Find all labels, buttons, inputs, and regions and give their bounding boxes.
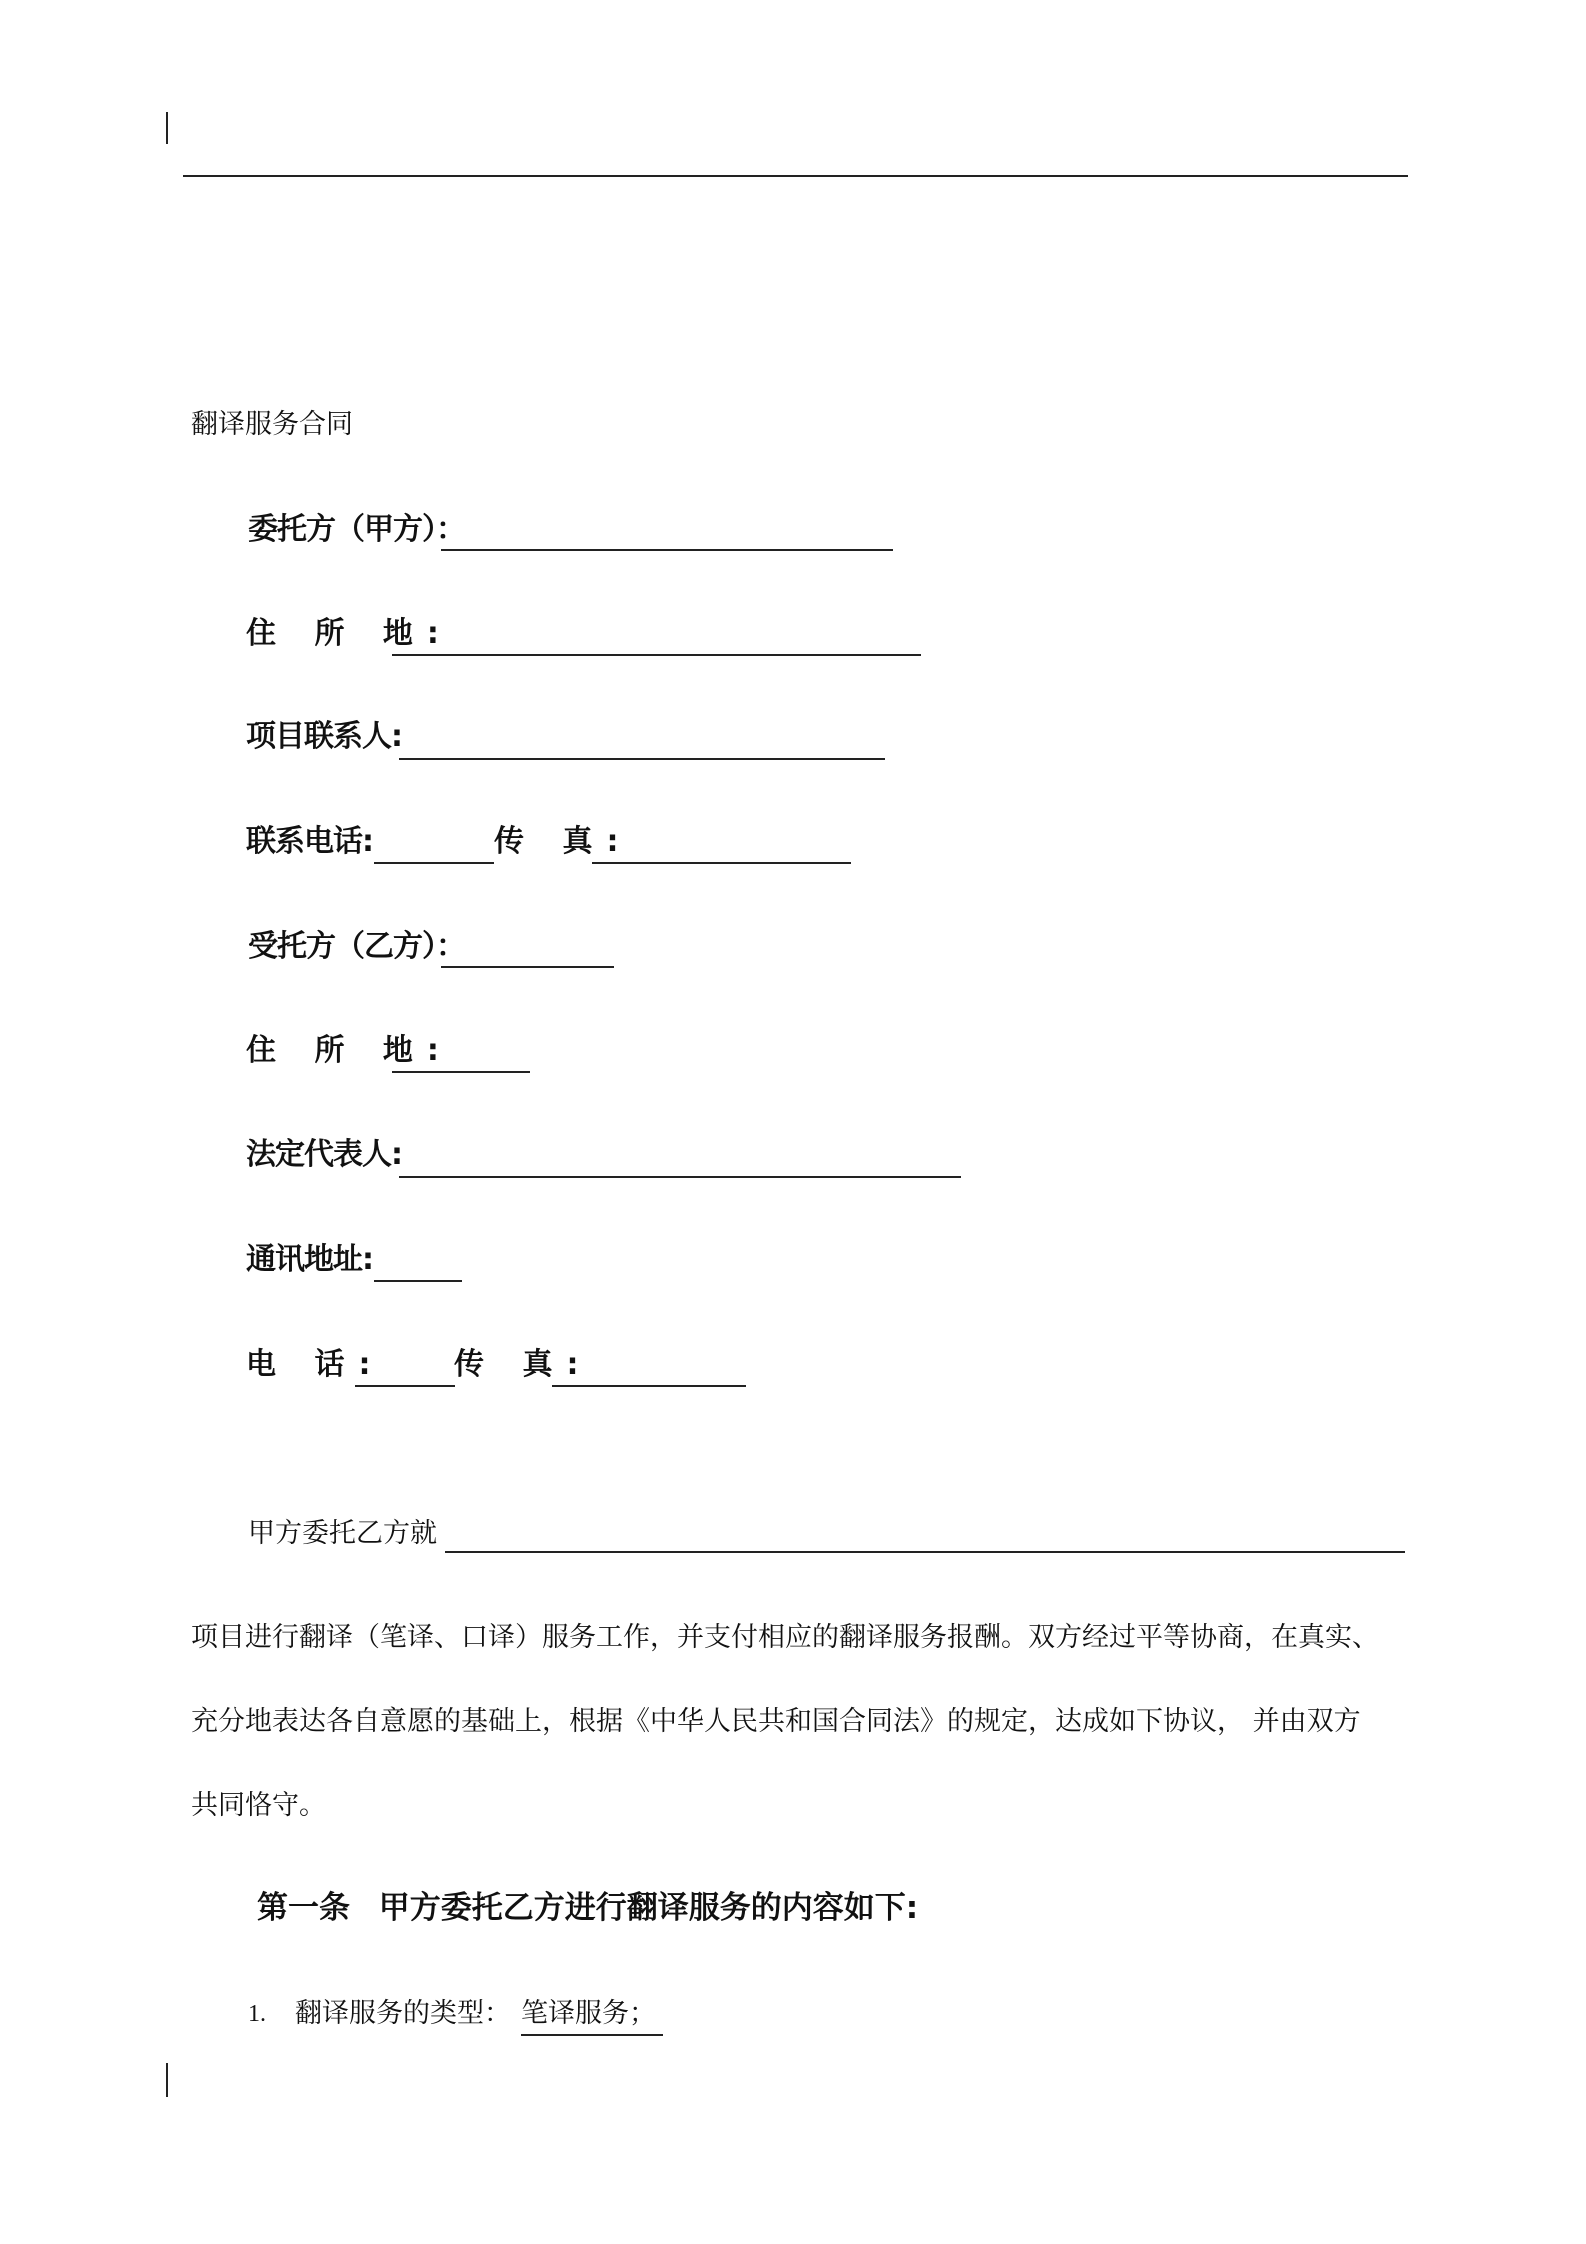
client-blank[interactable] <box>441 549 893 551</box>
item-1-value: 笔译服务； <box>521 1998 656 2029</box>
item-1-value-underline <box>521 2034 663 2036</box>
client-address-blank[interactable] <box>392 654 921 656</box>
fax2-blank[interactable] <box>552 1385 746 1387</box>
client-address-label: 住 所 地: <box>246 616 453 651</box>
legal-rep-label: 法定代表人: <box>246 1137 402 1172</box>
fax1-label: 传 真: <box>494 824 633 859</box>
contractor-address-label: 住 所 地: <box>246 1033 453 1068</box>
item-1-number: 1. <box>248 2001 266 2027</box>
project-name-blank[interactable] <box>445 1551 1405 1553</box>
body-line-3: 共同恪守。 <box>191 1790 326 1821</box>
cursor-mark-bottom <box>166 2063 168 2097</box>
mail-address-blank[interactable] <box>374 1280 462 1282</box>
article-1-heading: 第一条 甲方委托乙方进行翻译服务的内容如下: <box>257 1890 919 1926</box>
client-label: 委托方（甲方）： <box>248 512 465 547</box>
intro-text: 甲方委托乙方就 <box>248 1518 437 1549</box>
fax1-blank[interactable] <box>592 862 851 864</box>
phone-blank[interactable] <box>355 1385 455 1387</box>
item-1-label: 翻译服务的类型： <box>295 1998 511 2029</box>
body-line-2: 充分地表达各自意愿的基础上，根据《中华人民共和国合同法》的规定，达成如下协议， 并由双方 <box>191 1706 1361 1737</box>
phone-label: 电 话: <box>246 1347 385 1382</box>
contractor-address-blank[interactable] <box>392 1071 530 1073</box>
fax2-label: 传 真: <box>454 1347 593 1382</box>
legal-rep-blank[interactable] <box>399 1176 961 1178</box>
mail-address-label: 通讯地址: <box>246 1242 373 1277</box>
project-contact-blank[interactable] <box>399 758 885 760</box>
document-title: 翻译服务合同 <box>191 409 353 440</box>
cursor-mark-top <box>166 112 168 144</box>
contact-phone-blank[interactable] <box>374 862 494 864</box>
contractor-blank[interactable] <box>441 966 614 968</box>
project-contact-label: 项目联系人: <box>246 719 402 754</box>
contact-phone-label: 联系电话: <box>246 824 373 859</box>
header-rule <box>183 175 1408 177</box>
contractor-label: 受托方（乙方）： <box>248 929 465 964</box>
body-line-1: 项目进行翻译（笔译、口译）服务工作，并支付相应的翻译服务报酬。双方经过平等协商，在真实、 <box>191 1622 1379 1653</box>
